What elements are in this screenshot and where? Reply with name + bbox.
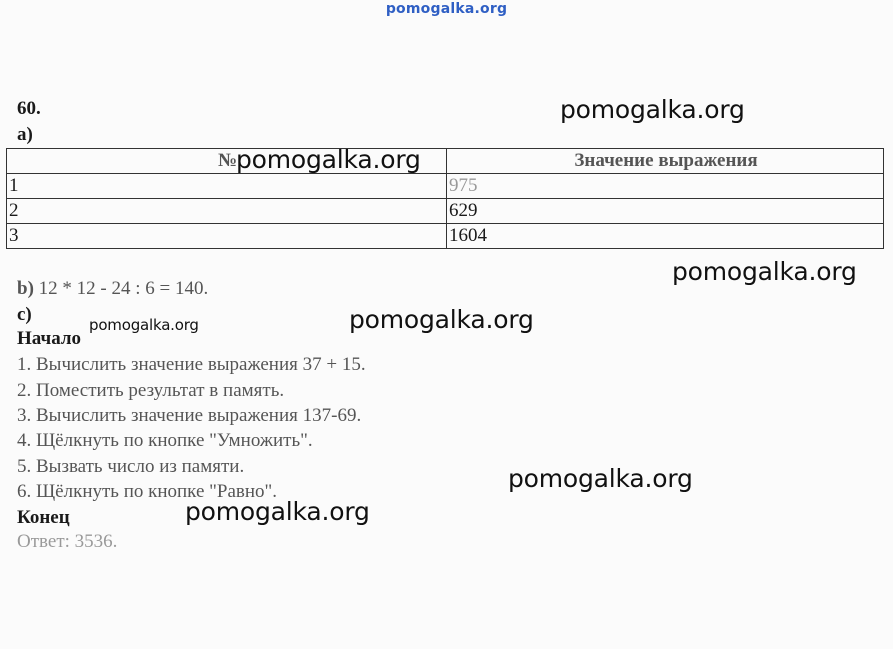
- watermark: pomogalka.org: [236, 145, 421, 174]
- part-b-label: b): [17, 278, 34, 299]
- table-row: [7, 199, 884, 224]
- row-value: 1604: [447, 224, 884, 249]
- task-number: 60.: [17, 98, 41, 119]
- algorithm-step-3: 3. Вычислить значение выражения 137-69.: [17, 405, 362, 426]
- table-row: [7, 224, 884, 249]
- watermark: pomogalka.org: [89, 316, 199, 334]
- watermark: pomogalka.org: [672, 257, 857, 286]
- watermark: pomogalka.org: [560, 95, 745, 124]
- table-row: [7, 174, 884, 199]
- watermark: pomogalka.org: [185, 497, 370, 526]
- algorithm-step-4: 4. Щёлкнуть по кнопке "Умножить".: [17, 430, 313, 451]
- row-value: 975: [447, 174, 884, 199]
- algorithm-step-2: 2. Поместить результат в память.: [17, 380, 285, 401]
- row-number: 1: [7, 174, 447, 199]
- algorithm-step-5: 5. Вызвать число из памяти.: [17, 456, 245, 477]
- row-value: 629: [447, 199, 884, 224]
- part-b-expression: 12 * 12 - 24 : 6 = 140.: [38, 278, 209, 299]
- site-logo[interactable]: pomogalka.org: [385, 1, 508, 17]
- results-table: [6, 148, 884, 249]
- table-header-row: [7, 149, 884, 174]
- row-number: 2: [7, 199, 447, 224]
- algorithm-step-1: 1. Вычислить значение выражения 37 + 15.: [17, 354, 366, 375]
- algorithm-step-6: 6. Щёлкнуть по кнопке "Равно".: [17, 481, 278, 502]
- part-c-label: c): [17, 304, 32, 325]
- algorithm-end: Конец: [17, 507, 70, 528]
- answer: Ответ: 3536.: [17, 531, 118, 552]
- watermark: pomogalka.org: [349, 305, 534, 334]
- algorithm-begin: Начало: [17, 328, 82, 349]
- part-a-label: a): [17, 124, 33, 145]
- row-number: 3: [7, 224, 447, 249]
- header-value: Значение выражения: [447, 149, 884, 174]
- part-b: [17, 278, 208, 300]
- watermark: pomogalka.org: [508, 464, 693, 493]
- header-number: №: [7, 149, 447, 174]
